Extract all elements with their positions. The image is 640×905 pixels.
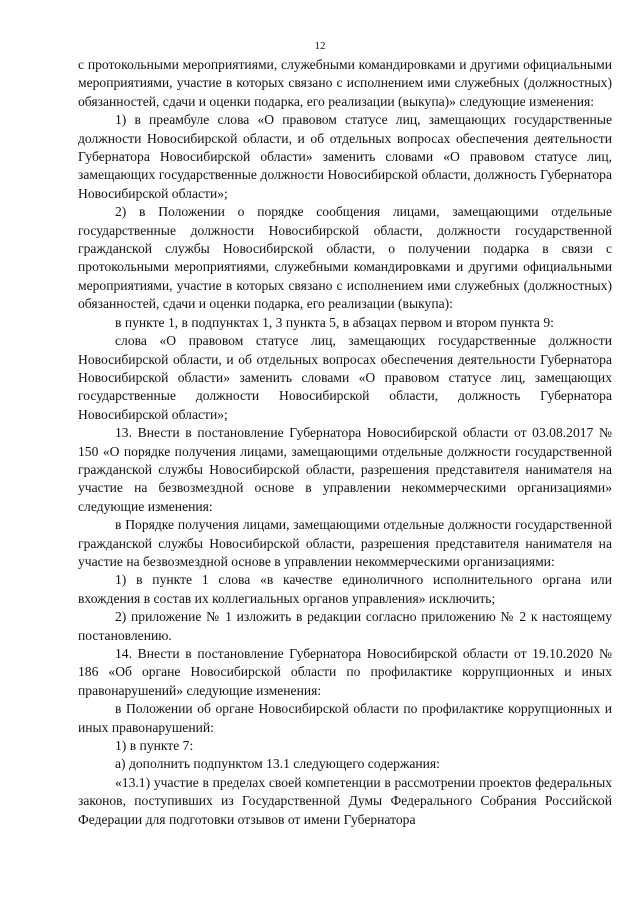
paragraph-section-13: 13. Внести в постановление Губернатора Новосибирской области от 03.08.2017 № 150 «О порядке получения лицами, замещающими отдельные должности государственной гражданской службы Новосибирской области, разрешения представителя нанимателя на участие на безвозмездной основе в управлении некоммерческими организациями» следующие изменения: <box>78 425 612 514</box>
paragraph-13-item-2: 2) приложение № 1 изложить в редакции согласно приложению № 2 к настоящему постановлению. <box>78 609 612 643</box>
paragraph-14-item-a: а) дополнить подпунктом 13.1 следующего содержания: <box>115 756 440 772</box>
paragraph-14-13-1: «13.1) участие в пределах своей компетенции в рассмотрении проектов федеральных законов, поступивших из Государственной Думы Федерального Собрания Российской Федерации для подготовки отзывов от имени Губернатора <box>78 774 612 827</box>
paragraph-procedure: в Порядке получения лицами, замещающими отдельные должности государственной гражданской службы Новосибирской области, разрешения представителя нанимателя на участие на безвозмездной основе в управлении некоммерческими организациями: <box>78 517 612 569</box>
paragraph-14-item-1: 1) в пункте 7: <box>115 738 194 754</box>
paragraph-item-2-regulation: 2) в Положении о порядке сообщения лицами, замещающими отдельные государственные должности Новосибирской области, должности государственной гражданской службы Новосибирской области, о получении подарка в связи с протокольными мероприятиями, служебными командировками и другими официальными мероприятиями, участие в которых связано с исполнением ими служебных (должностных) обязанностей, сдачи и оценки подарка, его реализации (выкупа): <box>78 204 612 312</box>
page-number: 12 <box>314 40 326 52</box>
paragraph-13-item-1: 1) в пункте 1 слова «в качестве единоличного исполнительного органа или вхождения в состав их коллегиальных органов управления» исключить; <box>78 572 612 606</box>
paragraph-intro-continuation: с протокольными мероприятиями, служебными командировками и другими официальными мероприятиями, участие в которых связано с исполнением ими служебных (должностных) обязанностей, сдачи и оценки подарка, его реализации (выкупа)» следующие изменения: <box>78 57 612 109</box>
paragraph-words-replace: слова «О правовом статусе лиц, замещающих государственные должности Новосибирской области, и об отдельных вопросах обеспечения деятельности Губернатора Новосибирской области» заменить словами «О правовом статусе лиц, замещающих государственные должности Новосибирской области, должность Губернатора Новосибирской области»; <box>78 333 612 422</box>
paragraph-item-1-preamble: 1) в преамбуле слова «О правовом статусе лиц, замещающих государственные должности Новосибирской области, и об отдельных вопросах обеспечения деятельности Губернатора Новосибирской области» заменить словами «О правовом статусе лиц, замещающих государственные должности Новосибирской области, должность Губернатора Новосибирской области»; <box>78 112 612 201</box>
paragraph-section-14: 14. Внести в постановление Губернатора Новосибирской области от 19.10.2020 № 186 «Об органе Новосибирской области по профилактике коррупционных и иных правонарушений» следующие изменения: <box>78 646 612 698</box>
paragraph-regulation-body: в Положении об органе Новосибирской области по профилактике коррупционных и иных правонарушений: <box>78 701 612 735</box>
paragraph-point-1-subpoints: в пункте 1, в подпунктах 1, 3 пункта 5, в абзацах первом и втором пункта 9: <box>115 314 554 330</box>
document-body <box>78 56 612 829</box>
